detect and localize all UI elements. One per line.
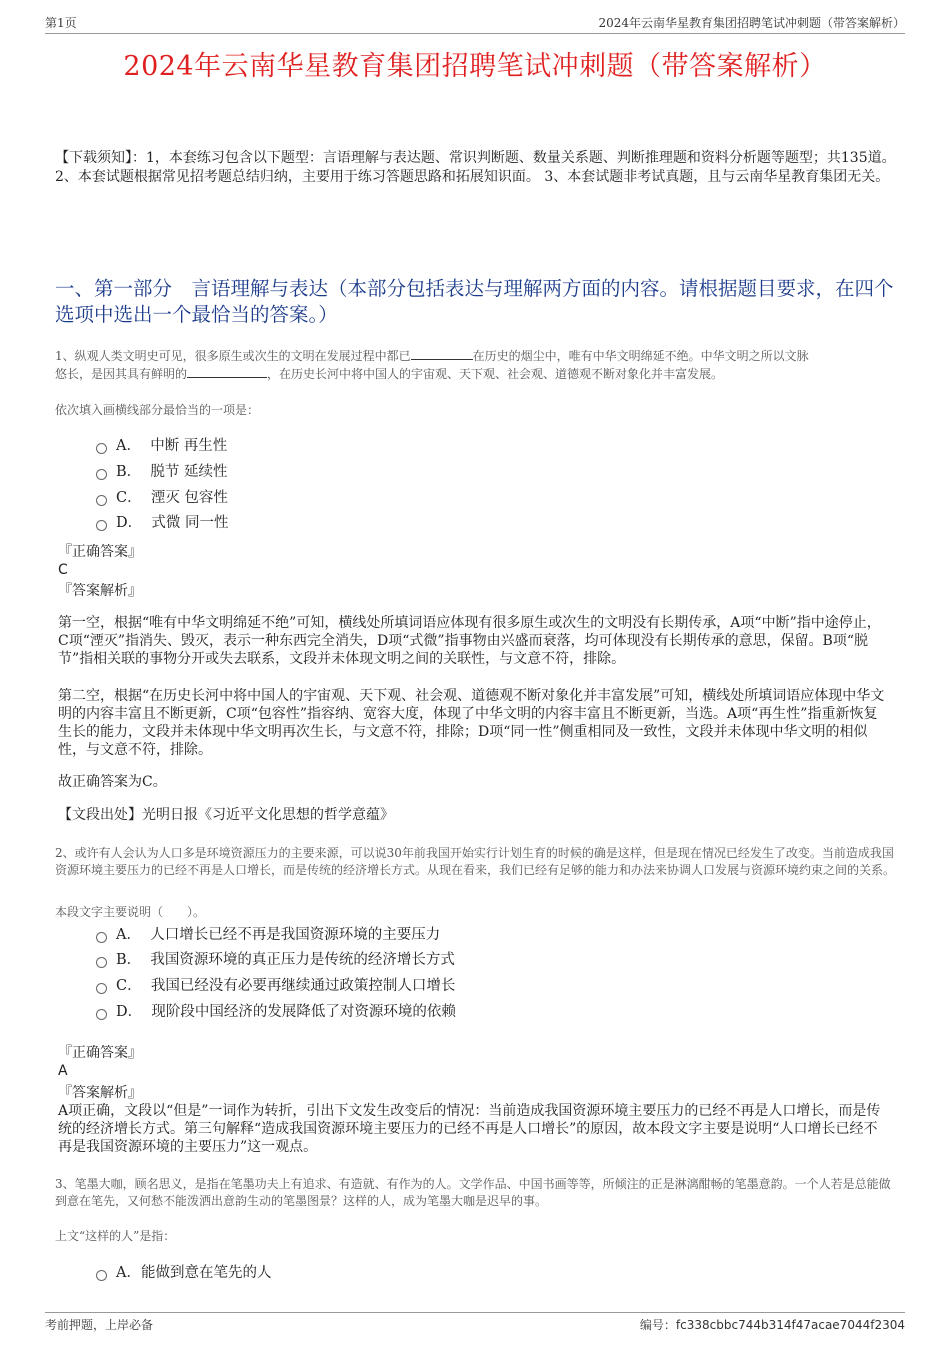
q1-analysis-p3: 故正确答案为C。: [58, 774, 167, 790]
radio-icon[interactable]: [96, 957, 107, 968]
question-3-stem: 3、笔墨大咖，顾名思义，是指在笔墨功夫上有追求、有造就、有作为的人。文学作品、中国书画等等，所倾注的正是淋漓酣畅的笔墨意韵。一个人若是总能做到意在笔先，又何愁不能泼洒出意韵生动的笔墨图景？这样的人，成为笔墨大咖是迟早的事。: [55, 1177, 891, 1208]
q1-text-c: 悠长，是因其具有鲜明的: [55, 367, 188, 381]
download-notice: 【下载须知】：1，本套练习包含以下题型：言语理解与表达题、常识判断题、数量关系题、判断推理题和资料分析题等题型；共135道。 2、本套试题根据常见招考题总结归纳，主要用于练习答题思路和拓展知识面。 3、本套试题非考试真题，且与云南华星教育集团无关。: [55, 150, 896, 185]
q2-answer: A: [58, 1063, 68, 1079]
option-text: 中断 再生性: [150, 438, 228, 454]
q1-text-d: ，在历史长河中将中国人的宇宙观、天下观、社会观、道德观不断对象化并丰富发展。: [267, 367, 724, 381]
q1-option-d[interactable]: [96, 513, 228, 533]
footer-code-label: 编号：: [639, 1318, 676, 1332]
q2-option-c[interactable]: [96, 976, 455, 996]
radio-icon[interactable]: [96, 1270, 107, 1281]
radio-icon[interactable]: [96, 983, 107, 994]
radio-icon[interactable]: [96, 520, 107, 531]
question-1-prompt: 依次填入画横线部分最恰当的一项是：: [55, 403, 260, 417]
q1-blank-1: [411, 347, 473, 360]
section-heading: 一、第一部分 言语理解与表达（本部分包括表达与理解两方面的内容。请根据题目要求，在四个选项中选出一个最恰当的答案。）: [55, 277, 894, 326]
option-key: A．: [116, 438, 141, 454]
radio-icon[interactable]: [96, 495, 107, 506]
q1-text-a: 1、纵观人类文明史可见，很多原生或次生的文明在发展过程中都已: [55, 349, 411, 363]
q2-analysis: A项正确，文段以“但是”一词作为转折，引出下文发生改变后的情况：当前造成我国资源环境主要压力的已经不再是人口增长，而是传统的经济增长方式。第三句解释“造成我国资源环境主要压力的已经不再是人口增长”的原因，故本段文字主要是说明“人口增长已经不再是我国资源环境的主要压力”这一观点。: [58, 1103, 881, 1155]
question-2-stem: 2、或许有人会认为人口多是环境资源压力的主要来源，可以说30年前我国开始实行计划生育的时候的确是这样，但是现在情况已经发生了改变。当前造成我国资源环境主要压力的已经不再是人口增长，而是传统的经济增长方式。从现在看来，我们已经有足够的能力和办法来协调人口发展与资源环境约束之间的关系。: [55, 846, 896, 877]
q2-option-b[interactable]: [96, 950, 455, 970]
question-3-prompt: 上文“这样的人”是指：: [55, 1229, 176, 1243]
option-text: 我国资源环境的真正压力是传统的经济增长方式: [150, 952, 455, 968]
q2-option-a[interactable]: [96, 925, 440, 945]
footer-code-value: fc338cbbc744b314f47acae7044f2304: [675, 1318, 905, 1332]
radio-icon[interactable]: [96, 1009, 107, 1020]
q2-correct-answer-label: 『正确答案』: [58, 1045, 142, 1061]
radio-icon[interactable]: [96, 932, 107, 943]
option-key: B．: [116, 464, 142, 480]
page-header: [45, 14, 905, 34]
question-1-stem: [55, 347, 897, 383]
q1-text-b: 在历史的烟尘中，唯有中华文明绵延不绝。中华文明之所以文脉: [472, 349, 809, 363]
q2-analysis-label: 『答案解析』: [58, 1085, 142, 1101]
q1-option-b[interactable]: [96, 462, 227, 482]
header-divider: [45, 33, 905, 34]
option-key: A．: [116, 927, 141, 943]
q1-blank-2: [187, 365, 267, 378]
question-2-prompt: 本段文字主要说明（ ）。: [55, 905, 206, 919]
option-text: 湮灭 包容性: [150, 490, 228, 506]
option-text: 式微 同一性: [151, 515, 229, 531]
option-key: D．: [116, 1004, 143, 1020]
q1-option-c[interactable]: [96, 488, 228, 508]
page-number: 第1页: [45, 16, 77, 30]
q1-analysis-p1: 第一空，根据“唯有中华文明绵延不绝”可知，横线处所填词语应体现有很多原生或次生的文明没有长期传承，A项“中断”指中途停止，C项“湮灭”指消失、毁灭，表示一种东西完全消失，D项“式微”指事物由兴盛而衰落，均可体现没有长期传承的意思，保留。B项“脱节”指相关联的事物分开或失去联系，文段并未体现文明之间的关联性，与文意不符，排除。: [58, 615, 881, 667]
option-text: 脱节 延续性: [150, 464, 228, 480]
q1-answer: C: [58, 562, 68, 578]
option-text: 我国已经没有必要再继续通过政策控制人口增长: [150, 978, 456, 994]
footer-divider: [45, 1312, 905, 1313]
footer-slogan: 考前押题，上岸必备: [45, 1318, 154, 1332]
radio-icon[interactable]: [96, 443, 107, 454]
header-doc-title: 2024年云南华星教育集团招聘笔试冲刺题（带答案解析）: [598, 16, 905, 30]
q3-option-a[interactable]: [96, 1263, 271, 1283]
q1-source: 【文段出处】光明日报《习近平文化思想的哲学意蕴》: [58, 807, 394, 823]
q2-option-d[interactable]: [96, 1002, 456, 1022]
q1-analysis-p2: 第二空，根据“在历史长河中将中国人的宇宙观、天下观、社会观、道德观不断对象化并丰富发展”可知，横线处所填词语应体现中华文明的内容丰富且不断更新，C项“包容性”指容纳、宽容大度，体现了中华文明的内容丰富且不断更新，当选。A项“再生性”指重新恢复生长的能力，文段并未体现中华文明再次生长，与文意不符，排除；D项“同一性”侧重相同及一致性，文段并未体现中华文明的相似性，与文意不符，排除。: [58, 688, 885, 758]
footer-code: [640, 1316, 905, 1333]
option-key: C．: [116, 490, 142, 506]
page-title: 2024年云南华星教育集团招聘笔试冲刺题（带答案解析）: [123, 51, 827, 82]
option-key: D．: [116, 515, 143, 531]
option-key: C．: [116, 978, 142, 994]
option-text: 人口增长已经不再是我国资源环境的主要压力: [150, 927, 441, 943]
option-key: B．: [116, 952, 142, 968]
q1-correct-answer-label: 『正确答案』: [58, 544, 142, 560]
option-text: 现阶段中国经济的发展降低了对资源环境的依赖: [151, 1004, 456, 1020]
radio-icon[interactable]: [96, 469, 107, 480]
q1-option-a[interactable]: [96, 436, 227, 456]
q1-analysis-label: 『答案解析』: [58, 583, 142, 599]
option-text: 能做到意在笔先的人: [140, 1265, 272, 1281]
option-key: A．: [116, 1265, 141, 1281]
